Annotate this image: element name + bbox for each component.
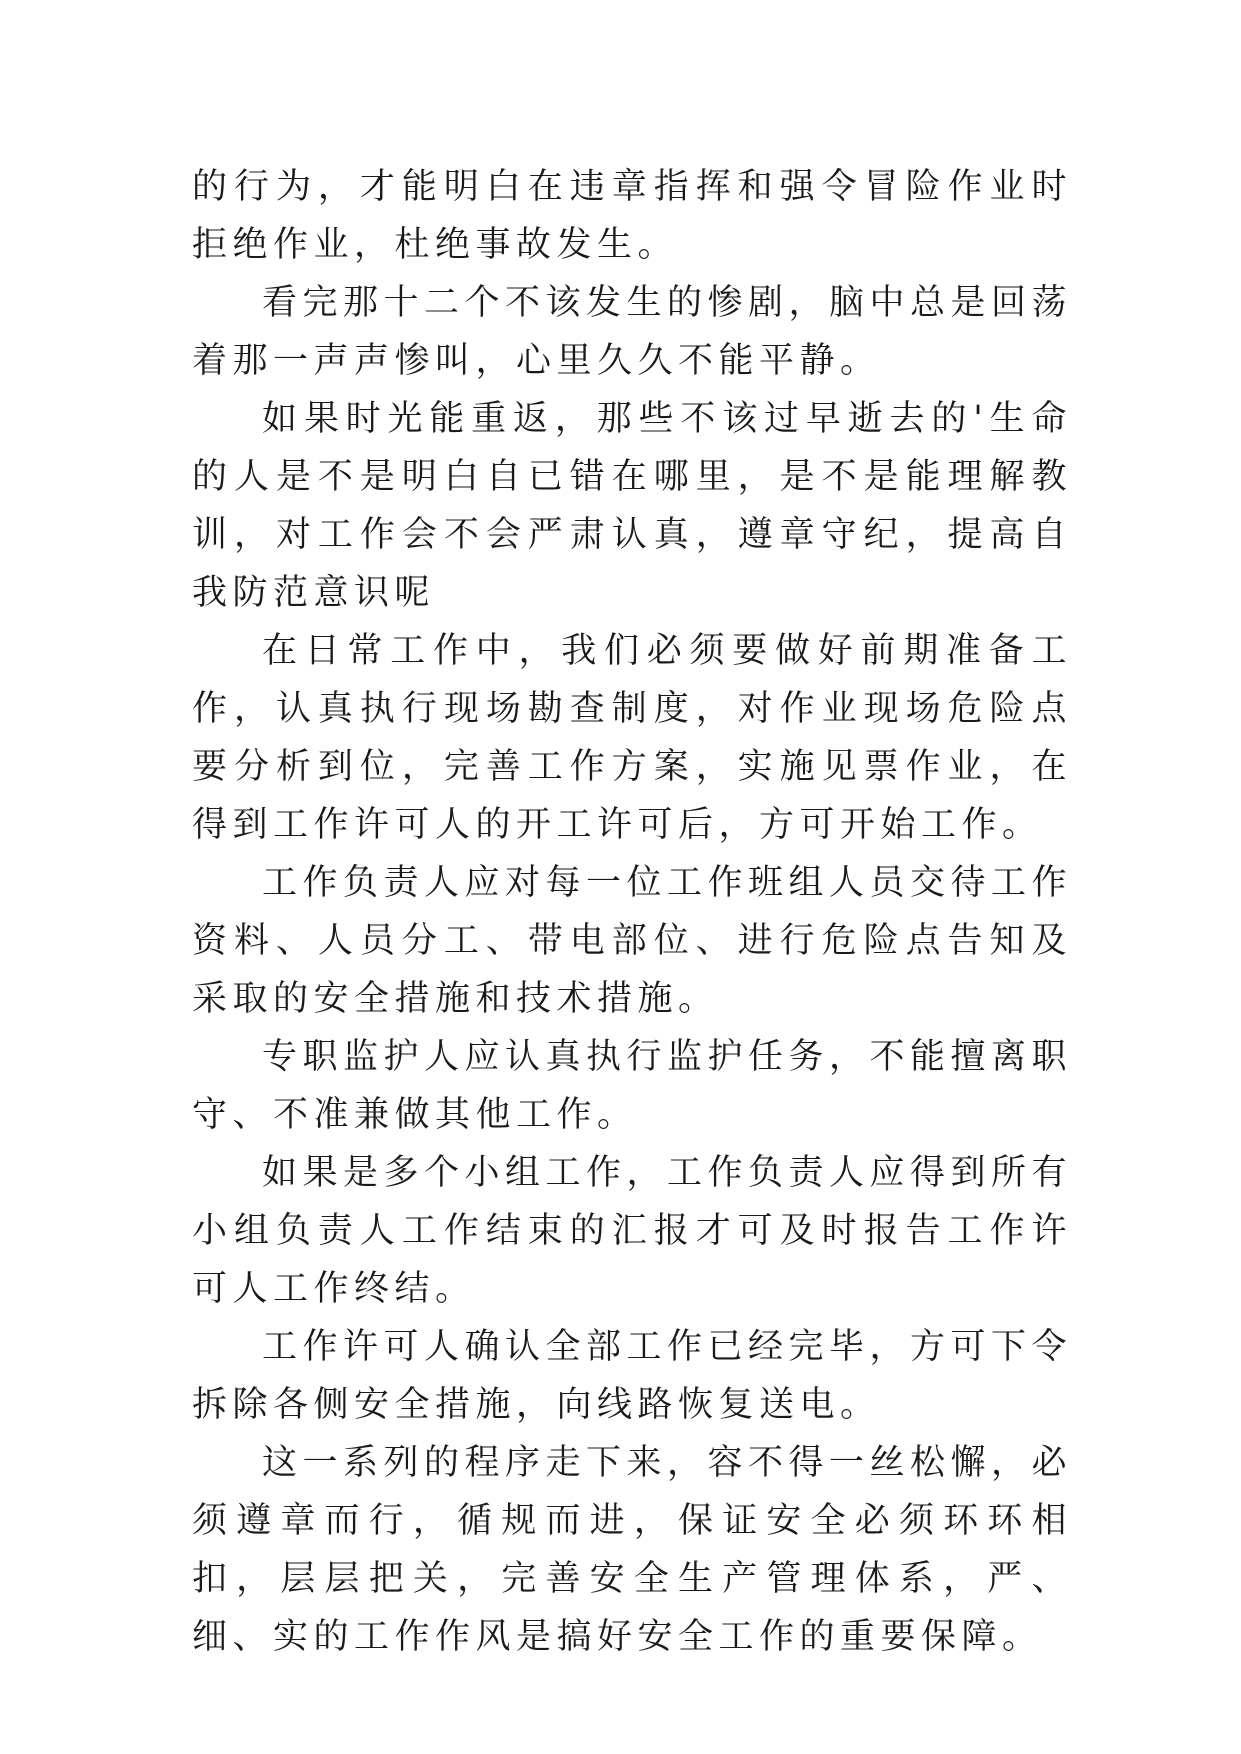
paragraph-9: 这一系列的程序走下来，容不得一丝松懈，必须遵章而行，循规而进，保证安全必须环环相扣，层层把关，完善安全生产管理体系，严、细、实的工作作风是搞好安全工作的重要保障。 [192, 1443, 1073, 1657]
paragraph-8: 工作许可人确认全部工作已经完毕，方可下令拆除各侧安全措施，向线路恢复送电。 [192, 1327, 1073, 1425]
paragraph-4: 在日常工作中，我们必须要做好前期准备工作，认真执行现场勘查制度，对作业现场危险点要分析到位，完善工作方案，实施见票作业，在得到工作许可人的开工许可后，方可开始工作。 [192, 631, 1072, 845]
document-body [192, 158, 1072, 1666]
paragraph-2: 看完那十二个不该发生的惨剧，脑中总是回荡着那一声声惨叫，心里久久不能平静。 [192, 283, 1073, 381]
paragraph-6: 专职监护人应认真执行监护任务，不能擅离职守、不准兼做其他工作。 [192, 1037, 1073, 1135]
paragraph-1: 的行为，才能明白在违章指挥和强令冒险作业时拒绝作业，杜绝事故发生。 [192, 167, 1072, 265]
paragraph-7: 如果是多个小组工作，工作负责人应得到所有小组负责人工作结束的汇报才可及时报告工作许可人工作终结。 [192, 1153, 1073, 1309]
paragraph-3: 如果时光能重返，那些不该过早逝去的'生命的人是不是明白自已错在哪里，是不是能理解教训，对工作会不会严肃认真，遵章守纪，提高自我防范意识呢 [192, 399, 1072, 613]
paragraph-5: 工作负责人应对每一位工作班组人员交待工作资料、人员分工、带电部位、进行危险点告知及采取的安全措施和技术措施。 [192, 863, 1073, 1019]
